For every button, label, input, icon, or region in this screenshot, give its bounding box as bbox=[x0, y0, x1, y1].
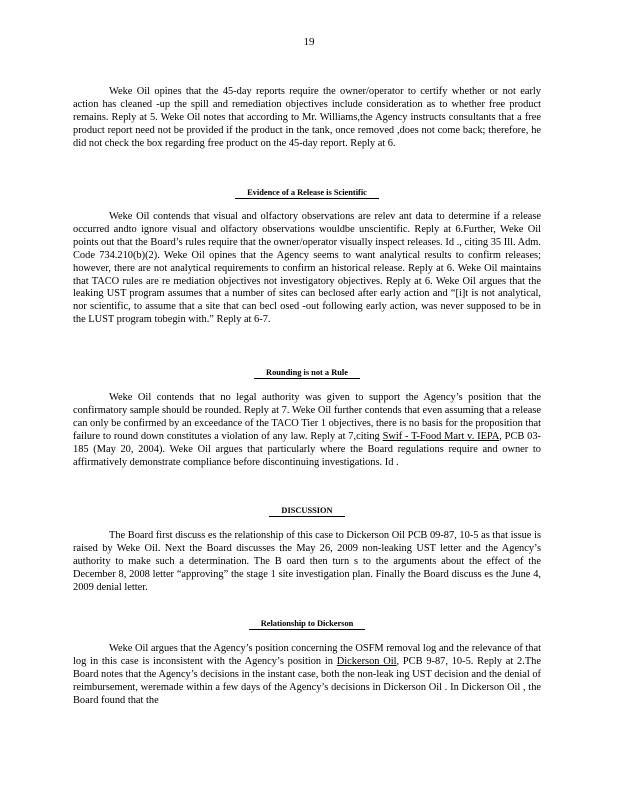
paragraph-discussion bbox=[73, 530, 541, 595]
text-run: Weke Oil argues that the Agency’s position concerning the OSFM removal log and the relevance of that log in this case is inconsistent with the Agency’s position in bbox=[73, 643, 541, 667]
paragraph-text bbox=[73, 392, 541, 469]
case-citation: Dickerson Oil bbox=[336, 655, 397, 667]
heading-evidence-of-release bbox=[73, 187, 541, 200]
heading-text: Relationship to Dickerson bbox=[249, 619, 366, 630]
paragraph-evidence bbox=[73, 211, 541, 327]
paragraph-text bbox=[73, 643, 541, 708]
heading-discussion bbox=[73, 505, 541, 518]
page-number: 19 bbox=[303, 36, 315, 48]
heading-rounding bbox=[73, 367, 541, 380]
paragraph-text: Weke Oil contends that visual and olfactory observations are relev ant data to determine if a release occurred andto ignore visual and olfactory observations wouldbe unscientific. Reply at 6.Further, Weke Oil points out that the Board’s rules require that the owner/operator visually inspect releases. Id ., citing 35 Ill. Adm. Code 734.210(b)(2). Weke Oil opines that the Agency seems to want analytical results to confirm releases; however, there are not analytical requirements to confirm an historical release. Reply at 6. Weke Oil maintains that TACO rules are re mediation objectives not investigatory objectives. Reply at 6. Weke Oil argues that the leaking UST program assumes that a number of sites can beclosed after early action and “[i]t is not analytical, nor scientific, to assume that a site that can becl osed -out following early action, was never supposed to be in the LUST program tobegin with.” Reply at 6-7. bbox=[73, 211, 541, 326]
paragraph-rounding bbox=[73, 392, 541, 469]
text-run: , PCB 03-185 (May 20, 2004). Weke Oil argues that particularly where the Board regulations require and owner to affirmatively demonstrate compliance before discontinuing investigations. Id . bbox=[73, 430, 541, 468]
text-run: Weke Oil contends that no legal authority was given to support the Agency’s position that the confirmatory sample should be rounded. Reply at 7. Weke Oil further contends that even assuming that a release can only be confirmed by an exceedance of the TACO Tier 1 objectives, there is no basis for the proposition that failure to round down constitutes a violation of any law. Reply at 7,citing bbox=[73, 392, 541, 442]
heading-text: DISCUSSION bbox=[269, 506, 344, 517]
heading-text: Rounding is not a Rule bbox=[254, 368, 360, 379]
heading-relationship-dickerson bbox=[73, 618, 541, 631]
heading-text: Evidence of a Release is Scientific bbox=[235, 188, 379, 199]
case-citation: Swif - T-Food Mart v. IEPA bbox=[382, 430, 500, 442]
paragraph-text: The Board first discuss es the relationship of this case to Dickerson Oil PCB 09-87, 10-5 as that issue is raised by Weke Oil. Next the Board discusses the May 26, 2009 non-leaking UST letter and the Agency’s authority to make such a determination. The B oard then turn s to the arguments about the effect of the December 8, 2008 letter “approving” the stage 1 site investigation plan. Finally the Board discuss es the June 4, 2009 denial letter. bbox=[73, 530, 541, 593]
paragraph-relationship bbox=[73, 643, 541, 708]
text-run: , PCB 9-87, 10-5. Reply at 2.The Board notes that the Agency’s decisions in the instant case, both the non-leak ing UST decision and the denial of reimbursement, weremade within a few days of the Agency’s decisions in Dickerson Oil . In Dickerson Oil , the Board found that the bbox=[73, 655, 541, 706]
paragraph-text: Weke Oil opines that the 45-day reports require the owner/operator to certify whether or not early action has cleaned -up the spill and remediation objectives include consideration as to whether free product remains. Reply at 5. Weke Oil notes that according to Mr. Williams,the Agency instructs consultants that a free product report need not be provided if the product in the tank, once removed ,does not come back; therefore, he did not check the box regarding free product on the 45-day report. Reply at 6. bbox=[73, 86, 541, 149]
paragraph-free-product bbox=[73, 86, 541, 151]
